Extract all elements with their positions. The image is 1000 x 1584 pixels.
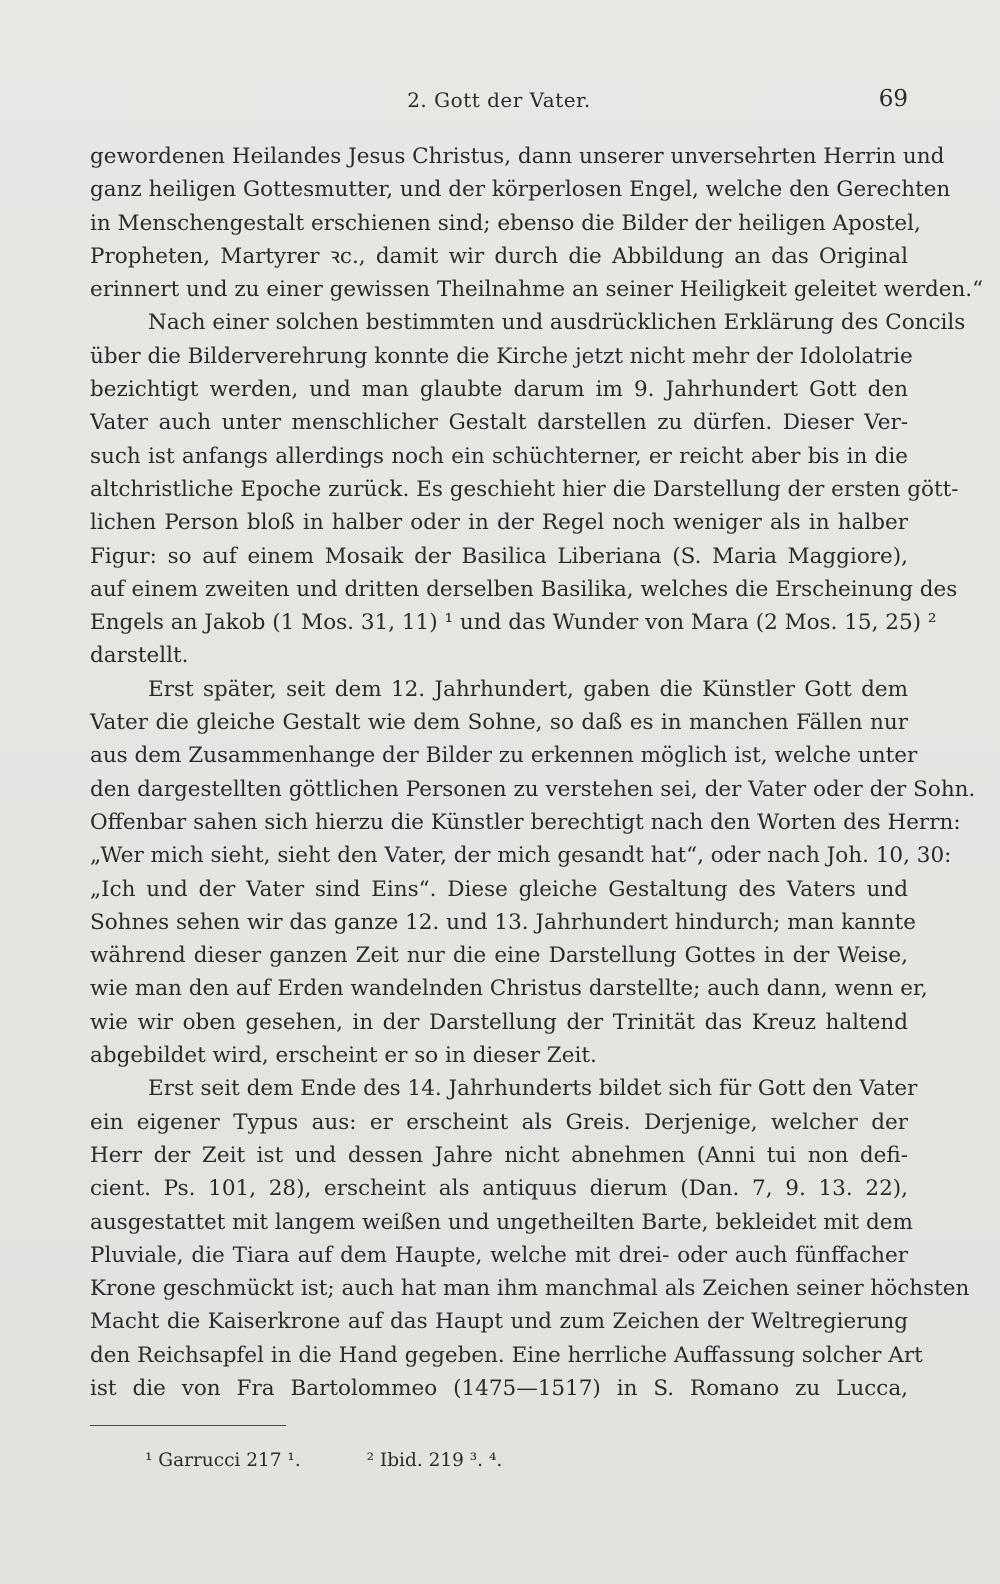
text-line: gewordenen Heilandes Jesus Christus, dann unserer unversehrten Herrin und <box>90 144 945 169</box>
text-line: Erst seit dem Ende des 14. Jahrhunderts bildet sich für Gott den Vater <box>148 1076 918 1102</box>
text-line: Pluviale, die Tiara auf dem Haupte, welche mit drei- oder auch fünffacher <box>90 1242 908 1268</box>
page-header <box>90 88 908 118</box>
text-line: Engels an Jakob (1 Mos. 31, 11) ¹ und das Wunder von Mara (2 Mos. 15, 25) ² <box>90 610 937 636</box>
text-line: erinnert und zu einer gewissen Theilnahme an seiner Heiligkeit geleitet werden.“ <box>90 277 984 303</box>
text-line: ist die von Fra Bartolommeo (1475—1517) in S. Romano zu Lucca, <box>90 1375 908 1401</box>
footnote-1: ¹ Garrucci 217 ¹. <box>145 1450 301 1471</box>
text-line: ganz heiligen Gottesmutter, und der körperlosen Engel, welche den Gerechten <box>90 177 951 203</box>
text-line: abgebildet wird, erscheint er so in dieser Zeit. <box>90 1043 597 1069</box>
text-line: wie man den auf Erden wandelnden Christus darstellte; auch dann, wenn er, <box>90 976 928 1002</box>
text-line: lichen Person bloß in halber oder in der Regel noch weniger als in halber <box>90 510 908 536</box>
text-line: bezichtigt werden, und man glaubte darum im 9. Jahrhundert Gott den <box>90 377 908 403</box>
text-line: „Ich und der Vater sind Eins“. Diese gleiche Gestaltung des Vaters und <box>90 876 908 902</box>
text-line: Vater die gleiche Gestalt wie dem Sohne, so daß es in manchen Fällen nur <box>90 710 908 736</box>
text-line: ein eigener Typus aus: er erscheint als Greis. Derjenige, welcher der <box>90 1109 908 1135</box>
text-line: Krone geschmückt ist; auch hat man ihm manchmal als Zeichen seiner höchsten <box>90 1276 970 1302</box>
running-title: 2. Gott der Vater. <box>407 88 591 112</box>
text-line: Macht die Kaiserkrone auf das Haupt und zum Zeichen der Weltregierung <box>90 1309 908 1335</box>
text-line: Propheten, Martyrer ꝛc., damit wir durch die Abbildung an das Original <box>90 243 908 269</box>
text-line: den Reichsapfel in die Hand gegeben. Eine herrliche Auffassung solcher Art <box>90 1342 923 1368</box>
text-line: Vater auch unter menschlicher Gestalt darstellen zu dürfen. Dieser Ver- <box>90 410 908 436</box>
text-line: über die Bilderverehrung konnte die Kirche jetzt nicht mehr der Idololatrie <box>90 343 913 369</box>
page-number: 69 <box>878 86 908 112</box>
text-line: Herr der Zeit ist und dessen Jahre nicht abnehmen (Anni tui non defi- <box>90 1142 908 1168</box>
text-line: „Wer mich sieht, sieht den Vater, der mich gesandt hat“, oder nach Joh. 10, 30: <box>90 843 952 869</box>
text-line: such ist anfangs allerdings noch ein schüchterner, er reicht aber bis in die <box>90 443 908 469</box>
footnotes <box>145 1450 845 1471</box>
text-line: Sohnes sehen wir das ganze 12. und 13. Jahrhundert hindurch; man kannte <box>90 909 917 935</box>
footnote-2: ² Ibid. 219 ³. ⁴. <box>366 1450 503 1471</box>
text-line: Offenbar sahen sich hierzu die Künstler berechtigt nach den Worten des Herrn: <box>90 809 961 835</box>
text-line: während dieser ganzen Zeit nur die eine Darstellung Gottes in der Weise, <box>90 943 908 969</box>
text-line: altchristliche Epoche zurück. Es geschieht hier die Darstellung der ersten gött- <box>90 476 959 502</box>
main-text <box>90 140 984 1405</box>
text-line: Nach einer solchen bestimmten und ausdrücklichen Erklärung des Concils <box>148 310 966 336</box>
footnote-divider <box>90 1425 286 1426</box>
text-line: darstellt. <box>90 643 189 669</box>
text-line: ausgestattet mit langem weißen und ungetheilten Barte, bekleidet mit dem <box>90 1209 913 1235</box>
text-line: cient. Ps. 101, 28), erscheint als antiquus dierum (Dan. 7, 9. 13. 22), <box>90 1176 908 1202</box>
text-line: Erst später, seit dem 12. Jahrhundert, gaben die Künstler Gott dem <box>148 676 908 702</box>
text-line: wie wir oben gesehen, in der Darstellung der Trinität das Kreuz haltend <box>90 1009 908 1035</box>
text-line: den dargestellten göttlichen Personen zu verstehen sei, der Vater oder der Sohn. <box>90 776 976 802</box>
text-line: in Menschengestalt erschienen sind; ebenso die Bilder der heiligen Apostel, <box>90 210 921 236</box>
text-line: Figur: so auf einem Mosaik der Basilica Liberiana (S. Maria Maggiore), <box>90 543 908 569</box>
text-line: aus dem Zusammenhange der Bilder zu erkennen möglich ist, welche unter <box>90 743 918 769</box>
text-line: auf einem zweiten und dritten derselben Basilika, welches die Erscheinung des <box>90 576 958 602</box>
